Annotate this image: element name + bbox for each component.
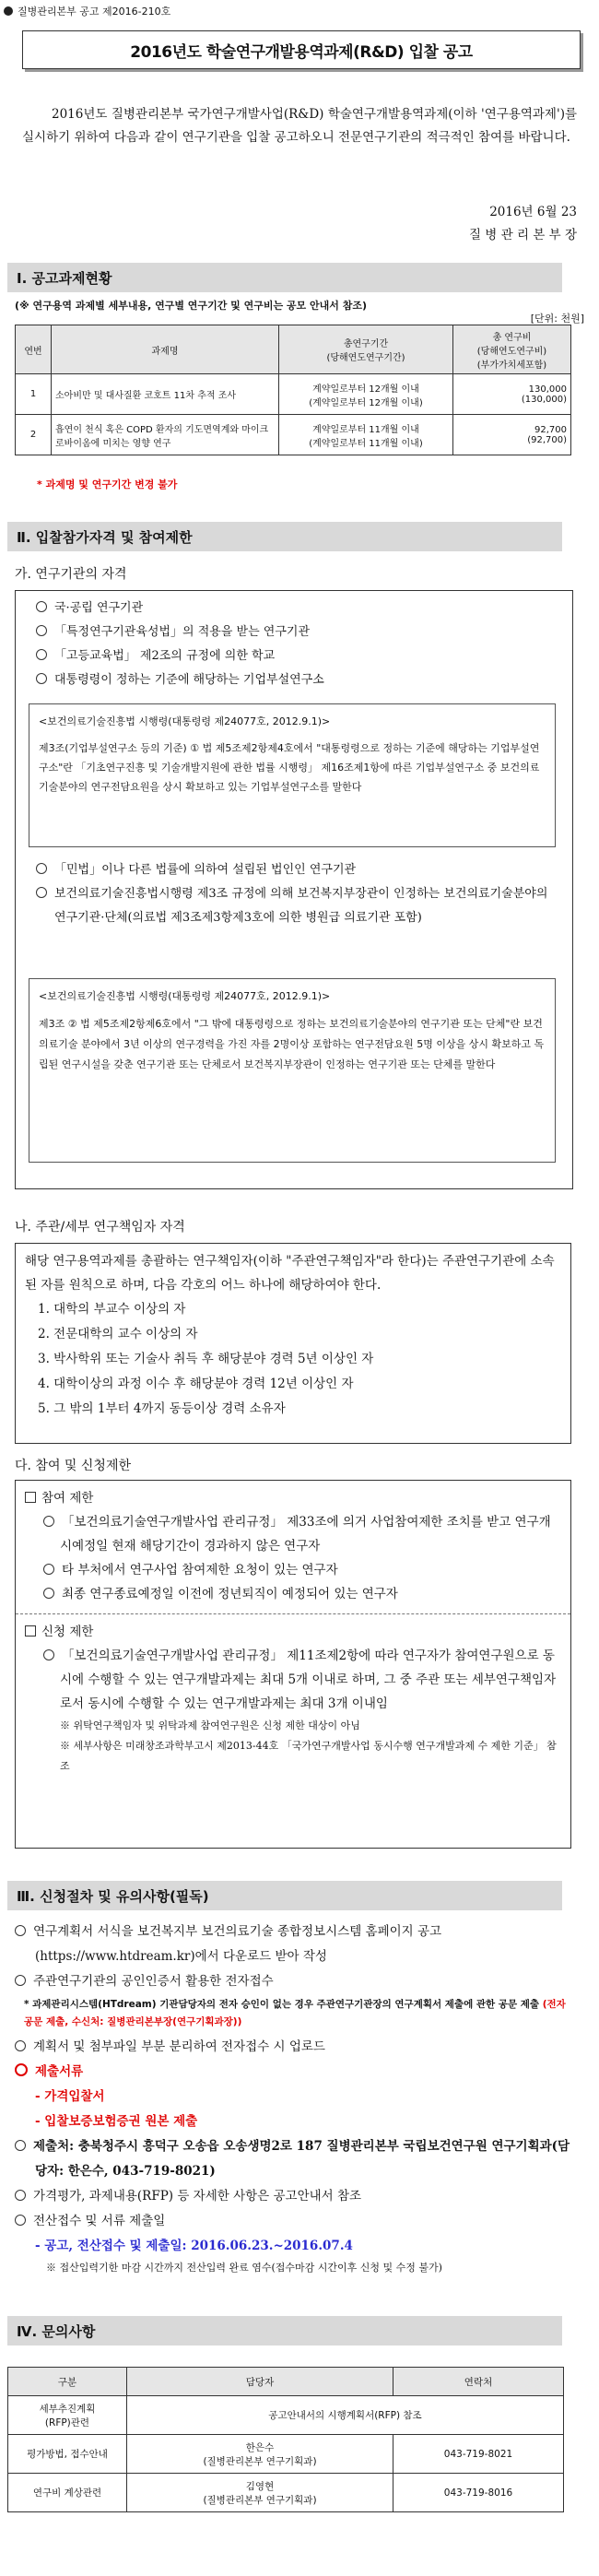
circle-bullet-icon [15,2140,26,2151]
researcher-qualification-box: 해당 연구용역과제를 총괄하는 연구책임자(이하 "주관연구책임자"라 한다)는 주관연구기관에 소속된 자를 원칙으로 하며, 다음 각호의 어느 하나에 해당하여야 한다. 1. 대학의 부교수 이상의 자 2. 전문대학의 교수 이상의 자 3. 박사학위 또는 기술사 취득 후 해당분야 경력 5년 이상인 자 4. 대학이상의 과정 이수 후 해당분야 경력 12년 이상인 자 5. 그 밖의 1부터 4까지 동등이상 경력 소유자 [15,1243,571,1444]
table-row: 평가방법, 접수안내 한은수 (질병관리본부 연구기획과) 043-719-8021 [8,2435,564,2474]
circle-bullet-icon [15,2190,26,2201]
header-no: 연번 [16,325,52,374]
section-3-header: Ⅲ. 신청절차 및 유의사항(필독) [7,1881,562,1910]
header-period: 총연구기간 (당해연도연구기간) [279,325,453,374]
circle-bullet-icon [36,649,47,660]
circle-bullet-icon [15,1975,26,1986]
intro-paragraph: 2016년도 질병관리본부 국가연구개발사업(R&D) 학술연구개발용역과제(이하 '연구용역과제')를 실시하기 위하여 다음과 같이 연구기관을 입찰 공고하오니 전문연구기관의 적극적인 참여를 바랍니다. [22,107,577,145]
circle-bullet-icon [36,625,47,636]
section-2b-title: 나. 주관/세부 연구책임자 자격 [15,1220,185,1235]
circle-bullet-icon [36,601,47,612]
section-1-note: (※ 연구용역 과제별 세부내용, 연구별 연구기간 및 연구비는 공모 안내서 참조) [15,300,368,312]
circle-bullet-icon [15,2215,26,2226]
law-quote-box-1: <보건의료기술진흥법 시행령(대통령령 제24077호, 2012.9.1)> 제3조(기업부설연구소 등의 기준) ① 법 제5조제2항제4호에서 "대통령령으로 정하는 기준에 해당하는 기업부설연구소"란 「기초연구진흥 및 기술개발지원에 관한 법률 시행령」 제16조제1항에 따른 기업부설연구소 중 보건의료기술분야의 연구전담요원을 상시 확보하고 있는 기업부설연구소를 말한다 [29,703,556,847]
section-2-header: Ⅱ. 입찰참가자격 및 참여제한 [7,522,562,551]
bullet-icon [4,6,13,16]
circle-bullet-icon [15,2063,28,2076]
circle-bullet-icon [15,1925,26,1936]
institution-qualification-box: 국·공립 연구기관 「특정연구기관육성법」의 적용을 받는 연구기관 「고등교육법」 제2조의 규정에 의한 학교 대통령령이 정하는 기준에 해당하는 기업부설연구소 <보건의료기술진흥법 시행령(대통령령 제24077호, 2012.9.1)> 제3조(기업부설연구소 등의 기준) ① 법 제5조제2항제4호에서 "대통령령으로 정하는 기준에 해당하는 기업부설연구소"란 「기초연구진흥 및 기술개발지원에 관한 법률 시행령」 제16조제1항에 따른 기업부설연구소 중 보건의료기술분야의 연구전담요원을 상시 확보하고 있는 기업부설연구소를 말한다 「민법」이나 다른 법률에 의하여 설립된 법인인 연구기관 보건의료기술진흥법시행령 제3조 규정에 의해 보건복지부장관이 인정하는 보건의료기술분야의 연구기관·단체(의료법 제3조제3항제3호에 의한 병원급 의료기관 포함) <보건의료기술진흥법 시행령(대통령령 제24077호, 2012.9.1)> 제3조 ② 법 제5조제2항제6호에서 "그 밖에 대통령령으로 정하는 보건의료기술분야의 연구기관 또는 단체"란 보건의료기술 분야에서 3년 이상의 연구경력을 가진 자를 2명이상 포함하는 연구전담요원 5명 이상을 상시 확보하고 독립된 연구시설을 갖춘 연구기관 또는 단체로서 보건복지부장관이 인정하는 연구기관 또는 단체를 말한다 [15,590,573,1189]
approval-note: * 과제관리시스템(HTdream) 기관담당자의 전자 승인이 없는 경우 주관연구기관장의 연구계획서 제출에 관한 공문 제출 (전자공문 제출, 수신처: 질병관리본부장(연구기획과장)) [24,1999,566,2027]
circle-bullet-icon [43,1588,54,1599]
table-row: 세부추진계획 (RFP)관련 공고안내서의 시행계획서(RFP) 참조 [8,2396,564,2435]
circle-bullet-icon [36,863,47,874]
procedure-list: 연구계획서 서식을 보건복지부 보건의료기술 종합정보시스템 홈페이지 공고(https://www.htdream.kr)에서 다운로드 받아 작성 주관연구기관의 공인인증서 활용한 전자접수 * 과제관리시스템(HTdream) 기관담당자의 전자 승인이 없는 경우 주관연구기관장의 연구계획서 제출에 관한 공문 제출 (전자공문 제출, 수신처: 질병관리본부장(연구기획과장)) 계획서 및 첨부파일 부분 분리하여 전자접수 시 업로드 제출서류 - 가격입찰서 - 입찰보증보험증권 원본 제출 제출처: 충북청주시 흥덕구 오송읍 오송생명2로 187 질병관리본부 국립보건연구원 연구기획과(담당자: 한은수, 043-719-8021) 가격평가, 과제내용(RFP) 등 자세한 사항은 공고안내서 참조 전산접수 및 서류 제출일 - 공고, 전산접수 및 제출일: 2016.06.23.~2016.07.4 ※ 접산입력기한 마감 시간까지 전산입력 완료 염수(접수마감 시간이후 신청 및 수정 불가) [15,1920,571,2276]
section-1-header: Ⅰ. 공고과제현황 [7,263,562,292]
header-name: 과제명 [52,325,279,374]
notice-number: 질병관리본부 공고 제2016-210호 [4,4,170,18]
table-row: 연구비 계상관련 김영현 (질병관리본부 연구기획과) 043-719-8016 [8,2474,564,2512]
section-4-header: Ⅳ. 문의사항 [7,2316,562,2346]
warning-text: * 과제명 및 연구기간 변경 불가 [37,479,178,490]
section-2c-title: 다. 참여 및 신청제한 [15,1459,131,1473]
table-row: 1 소아비만 및 대사질환 코호트 11차 추적 조사 계약일로부터 12개월 이내 (계약일로부터 12개월 이내) 130,000 (130,000) [16,374,571,415]
unit-label: [단위: 천원] [530,313,584,325]
table-row: 2 흡연이 천식 혹은 COPD 환자의 기도면역계와 마이크로바이옴에 미치는 영향 연구 계약일로부터 11개월 이내 (계약일로부터 11개월 이내) 92,700 (92,700) [16,415,571,455]
restriction-box: 참여 제한 「보건의료기술연구개발사업 관리규정」 제33조에 의거 사업참여제한 조치를 받고 연구개시예정일 현재 해당기간이 경과하지 않은 연구자 타 부처에서 연구사업 참여제한 요청이 있는 연구자 최종 연구종료예정일 이전에 정년퇴직이 예정되어 있는 연구자 신청 제한 「보건의료기술연구개발사업 관리규정」 제11조제2항에 따라 연구자가 참여연구원으로 동시에 수행할 수 있는 연구개발과제는 최대 5개 이내로 하며, 그 중 주관 또는 세부연구책임자로서 동시에 수행할 수 있는 연구개발과제는 최대 3개 이내임 ※ 위탁연구책임자 및 위탁과제 참여연구원은 신청 제한 대상이 아님 ※ 세부사항은 미래창조과학부고시 제2013-44호 「국가연구개발사업 동시수행 연구개발과제 수 제한 기준」 참조 [15,1480,571,1849]
circle-bullet-icon [36,887,47,898]
circle-bullet-icon [43,1649,54,1660]
page-title: 2016년도 학술연구개발용역과제(R&D) 입찰 공고 [22,30,581,69]
checkbox-icon [25,1625,36,1637]
header-cost: 총 연구비 (당해연도연구비) (부가가치세포함) [453,325,571,374]
checkbox-icon [25,1492,36,1503]
contact-table [7,2367,564,2512]
issue-date: 2016년 6월 23 [489,205,577,219]
law-quote-box-2: <보건의료기술진흥법 시행령(대통령령 제24077호, 2012.9.1)> 제3조 ② 법 제5조제2항제6호에서 "그 밖에 대통령령으로 정하는 보건의료기술분야의 연구기관 또는 단체"란 보건의료기술 분야에서 3년 이상의 연구경력을 가진 자를 2명이상 포함하는 연구전담요원 5명 이상을 상시 확보하고 독립된 연구시설을 갖춘 연구기관 또는 단체로서 보건복지부장관이 인정하는 연구기관 또는 단체를 말한다 [29,978,556,1163]
project-table [15,325,571,455]
circle-bullet-icon [43,1516,54,1527]
section-2a-title: 가. 연구기관의 자격 [15,567,127,582]
circle-bullet-icon [43,1564,54,1575]
circle-bullet-icon [15,2040,26,2051]
issue-date-block [469,201,577,247]
table-header-row [16,325,571,374]
circle-bullet-icon [36,673,47,684]
issuer: 질 병 관 리 본 부 장 [468,228,577,242]
table-header-row: 구분 담당자 연락처 [8,2368,564,2396]
